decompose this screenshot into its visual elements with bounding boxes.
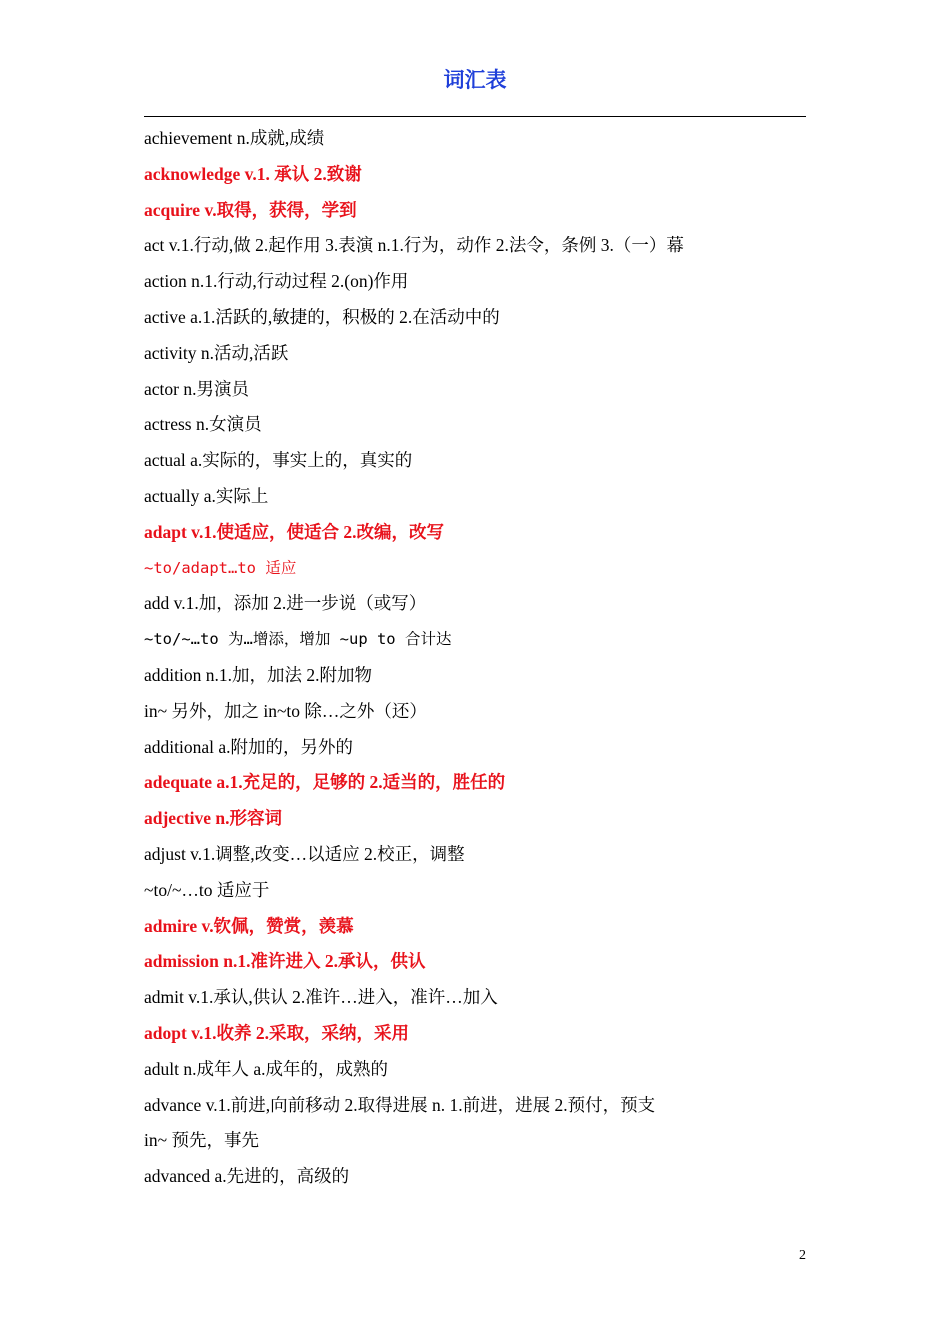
vocab-entry: add v.1.加，添加 2.进一步说（或写）	[144, 593, 427, 614]
vocab-entry: admit v.1.承认,供认 2.准许…进入，准许…加入	[144, 987, 498, 1008]
vocab-entry: admission n.1.准许进入 2.承认，供认	[144, 951, 426, 972]
page-number: 2	[799, 1248, 806, 1263]
vocab-entry: in~ 预先，事先	[144, 1130, 259, 1151]
vocab-entry: adequate a.1.充足的，足够的 2.适当的，胜任的	[144, 772, 506, 793]
vocab-entry: advanced a.先进的，高级的	[144, 1166, 350, 1187]
vocab-entry: activity n.活动,活跃	[144, 342, 289, 363]
vocab-entry: addition n.1.加，加法 2.附加物	[144, 664, 372, 685]
vocab-entry: actress n.女演员	[144, 414, 262, 435]
vocab-entry: action n.1.行动,行动过程 2.(on)作用	[144, 271, 409, 292]
vocab-entry: actor n.男演员	[144, 378, 249, 399]
vocab-entry: additional a.附加的，另外的	[144, 736, 353, 757]
vocab-entry: adopt v.1.收养 2.采取，采纳，采用	[144, 1022, 409, 1043]
vocab-entry: ~to/~…to 适应于	[144, 879, 270, 900]
vocabulary-list	[144, 124, 814, 1198]
vocab-entry: acknowledge v.1. 承认 2.致谢	[144, 163, 362, 184]
vocab-entry: ~to/adapt…to 适应	[144, 558, 297, 577]
vocab-entry: active a.1.活跃的,敏捷的，积极的 2.在活动中的	[144, 306, 500, 327]
vocab-entry: adjust v.1.调整,改变…以适应 2.校正，调整	[144, 843, 465, 864]
vocab-entry: act v.1.行动,做 2.起作用 3.表演 n.1.行为，动作 2.法令，条例 3.（一）幕	[144, 235, 684, 256]
vocab-entry: adjective n.形容词	[144, 808, 283, 829]
vocab-entry: adult n.成年人 a.成年的，成熟的	[144, 1058, 389, 1079]
page-title: 词汇表	[443, 68, 507, 92]
vocab-entry: admire v.钦佩，赞赏，羡慕	[144, 915, 354, 936]
vocab-entry: ~to/~…to 为…增添，增加 ~up to 合计达	[144, 630, 452, 649]
vocab-entry: in~ 另外，加之 in~to 除…之外（还）	[144, 700, 427, 721]
vocab-entry: actually a.实际上	[144, 485, 269, 506]
vocab-entry: achievement n.成就,成绩	[144, 128, 325, 148]
title-divider	[144, 116, 806, 117]
vocab-entry: acquire v.取得，获得，学到	[144, 199, 357, 220]
vocab-entry: advance v.1.前进,向前移动 2.取得进展 n. 1.前进，进展 2.预付，预支	[144, 1094, 656, 1115]
vocab-entry: adapt v.1.使适应，使适合 2.改编，改写	[144, 521, 444, 542]
vocab-entry: actual a.实际的，事实上的，真实的	[144, 450, 413, 471]
